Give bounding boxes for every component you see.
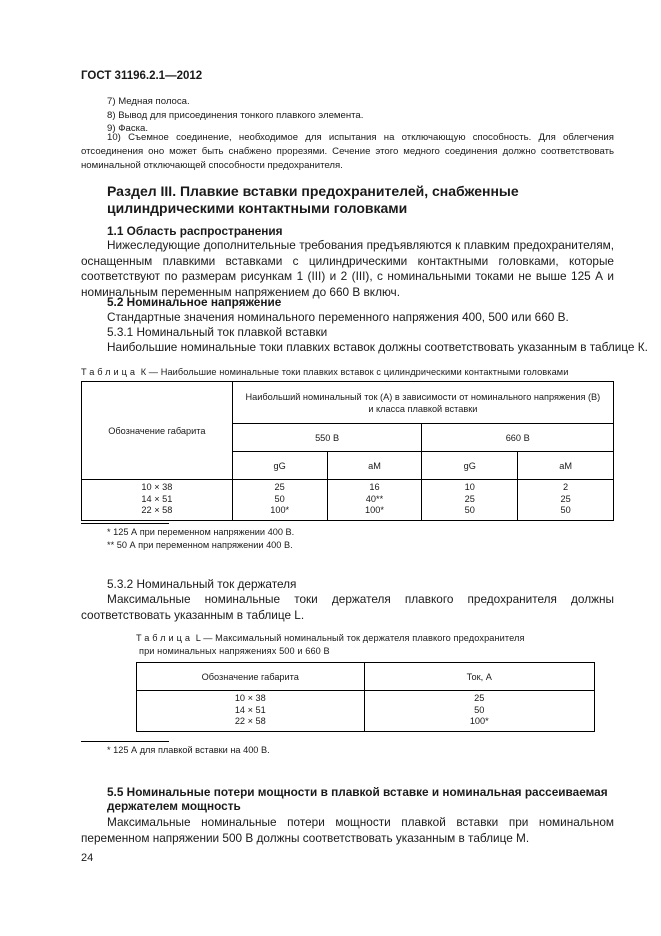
table-k-value: 50 — [232, 494, 327, 506]
table-l-size: 14 × 51 — [137, 705, 365, 717]
table-l-footnote-1: * 125 А для плавкой вставки на 400 В. — [107, 745, 270, 755]
table-row — [137, 705, 595, 717]
list-item-9: 9) Фаска. — [107, 123, 149, 134]
list-item-8: 8) Вывод для присоединения тонкого плавкого элемента. — [107, 110, 364, 121]
table-k-size: 22 × 58 — [82, 505, 233, 520]
table-k-voltage-660: 660 В — [422, 424, 614, 452]
table-k-caption-text: К — Наибольшие номинальные токи плавких вставок с цилиндрическими контактными головками — [140, 367, 569, 377]
table-k-footnote-1: * 125 А при переменном напряжении 400 В. — [107, 527, 295, 537]
table-k-size: 14 × 51 — [82, 494, 233, 506]
table-k-value: 16 — [327, 480, 422, 494]
table-k — [81, 381, 614, 521]
document-code: ГОСТ 31196.2.1—2012 — [81, 70, 203, 82]
table-k-voltage-550: 550 В — [232, 424, 422, 452]
table-k-footnote-2: ** 50 А при переменном напряжении 400 В. — [107, 540, 293, 550]
paragraph-5-3-2: Максимальные номинальные токи держателя плавкого предохранителя должны соответствовать указанным в таблице L. — [81, 592, 614, 622]
table-k-col-group — [232, 382, 613, 424]
table-k-col-size: Обозначение габарита — [82, 382, 233, 480]
table-k-value: 10 — [422, 480, 518, 494]
table-l-caption-line2: при номинальных напряжениях 500 и 660 В — [139, 646, 330, 656]
heading-1-1: 1.1 Область распространения — [107, 224, 283, 238]
table-k-value: 100* — [232, 505, 327, 520]
table-k-class-660-am: aM — [518, 452, 614, 480]
paragraph-5-3-1: Наибольшие номинальные токи плавких вставок должны соответствовать указанным в таблице К. — [107, 340, 648, 354]
table-l — [136, 662, 595, 732]
heading-5-5-line2: держателем мощность — [107, 799, 241, 813]
table-k-col-group-line1: Наибольший номинальный ток (А) в зависимости от номинального напряжения (В) — [245, 391, 601, 402]
table-l-col-size: Обозначение габарита — [137, 663, 365, 691]
table-k-class-550-am: aM — [327, 452, 422, 480]
table-k-value: 25 — [232, 480, 327, 494]
heading-5-5-line1: 5.5 Номинальные потери мощности в плавкой вставке и номинальная рассеиваемая — [107, 785, 608, 799]
heading-5-2: 5.2 Номинальное напряжение — [107, 295, 282, 309]
table-row — [137, 716, 595, 731]
footnote-divider — [81, 741, 169, 742]
table-row — [82, 505, 614, 520]
section-title-line1: Раздел III. Плавкие вставки предохранителей, снабженные — [107, 183, 519, 199]
table-row — [82, 480, 614, 494]
table-l-size: 10 × 38 — [137, 691, 365, 705]
list-item-7: 7) Медная полоса. — [107, 96, 190, 107]
paragraph-1-1: Нижеследующие дополнительные требования предъявляются к плавким предохранителям, оснащенным плавкими вставками с цилиндрическими контактными головками, которые соответствуют по размерам рисункам 1 (III) и 2 (III), с номинальными токами не выше 125 А и номинальным переменным напряжением до 660 В включ. — [81, 238, 614, 299]
table-k-value: 50 — [422, 505, 518, 520]
table-row — [82, 494, 614, 506]
footnote-divider — [81, 523, 169, 524]
table-l-current: 100* — [364, 716, 594, 731]
page-number: 24 — [81, 852, 94, 864]
heading-5-3-2: 5.3.2 Номинальный ток держателя — [107, 577, 297, 591]
table-row — [137, 691, 595, 705]
table-l-caption-line1 — [136, 633, 525, 643]
table-l-current: 50 — [364, 705, 594, 717]
section-title-line2: цилиндрическими контактными головками — [107, 200, 408, 216]
list-item-10: 10) Съемное соединение, необходимое для испытания на отключающую способность. Для облегчения отсоединения оно может быть снабжено прорезями. Сечение этого медного соединения должно соответствовать номинальной отключающей способности предохранителя. — [81, 132, 614, 171]
paragraph-5-2: Стандартные значения номинального переменного напряжения 400, 500 или 660 В. — [107, 310, 569, 324]
paragraph-5-5: Максимальные номинальные потери мощности плавкой вставки при номинальном переменном напряжении 500 В должны соответствовать указанным в таблице М. — [81, 815, 614, 845]
table-k-value: 100* — [327, 505, 422, 520]
table-k-class-660-gg: gG — [422, 452, 518, 480]
table-k-caption — [81, 367, 568, 377]
table-k-col-group-line2: и класса плавкой вставки — [368, 403, 478, 414]
table-k-size: 10 × 38 — [82, 480, 233, 494]
table-k-value: 25 — [422, 494, 518, 506]
table-k-value: 2 — [518, 480, 614, 494]
table-l-caption-text: L — Максимальный номинальный ток держателя плавкого предохранителя — [195, 633, 525, 643]
table-k-value: 50 — [518, 505, 614, 520]
table-l-col-current: Ток, А — [364, 663, 594, 691]
heading-5-3-1: 5.3.1 Номинальный ток плавкой вставки — [107, 325, 328, 339]
table-k-caption-prefix: Таблица — [81, 367, 139, 377]
table-k-class-550-gg: gG — [232, 452, 327, 480]
table-l-caption-prefix: Таблица — [136, 633, 194, 643]
table-k-value: 25 — [518, 494, 614, 506]
table-k-value: 40** — [327, 494, 422, 506]
table-l-current: 25 — [364, 691, 594, 705]
table-l-size: 22 × 58 — [137, 716, 365, 731]
